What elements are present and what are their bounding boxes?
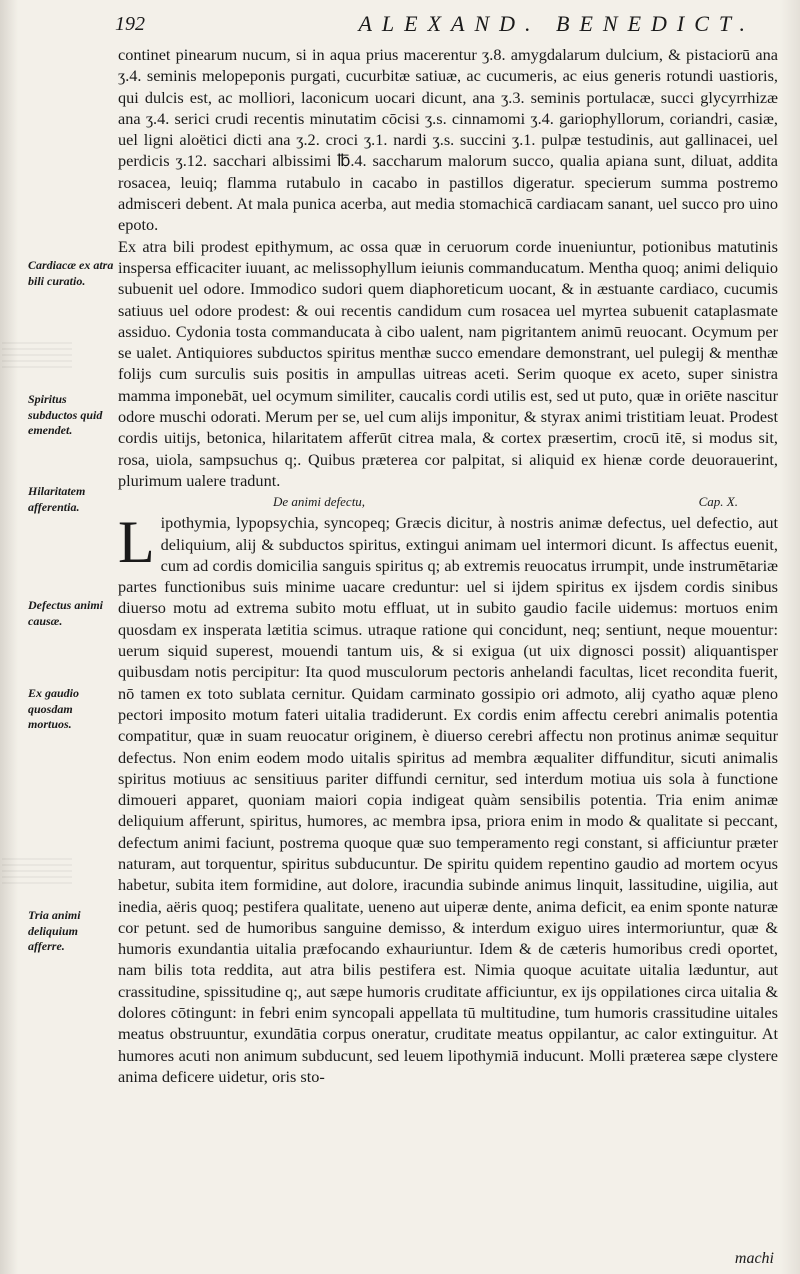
paragraph: Ex atra bili prodest epithymum, ac ossa quæ in ceruorum corde inueniuntur, potionibus matutinis inspersa efficaciter iuuant, ac melissophyllum ieiunis commanducatum. Mentha quoq; animi deliquio subuenit uel odore. Immodico sudori quem diaphoreticum uocant, & in æstuante cardiaco, cucumis satiuus uel odore prodest: & oui recentis candidum cum rosacea uel myrtea subuenit cataplasmate assiduo. Cydonia tosta commanducata à cibo ualent, nam pigritantem animū reuocant. Ocymum per se ualet. Antiquiores subductos spiritus menthæ succo emendare demonstrant, uel pulegij & menthæ folijs cum surculis suis positis in ampullas uitreas aceti. Serim quoque ex aceto, super sinistra mamma imponebāt, uel ocymum similiter, caucalis cordi utilis est, sed ut puto, quæ in oriēte nascitur odore muschi odorati. Merum per se, uel cum alijs imponitur, & styrax animi tristitiam leuat. Prodest cordis uitijs, betonica, hilaritatem afferūt citrea mala, & cortex præsertim, crocū itē, si modus sit, rosa, uiola, sampsuchus q;. Quibus præterea cor palpitat, si aliquid ex hienæ corde deuorauerint, plurimum ualere tradunt. [118, 236, 778, 490]
running-title: ALEXAND. BENEDICT. [358, 11, 755, 36]
margin-note: Tria animi deliquium afferre. [28, 908, 81, 953]
margin-note: Spiritus subductos quid emendet. [28, 392, 103, 437]
margin-note: Ex gaudio quosdam mortuos. [28, 686, 80, 731]
chapter-number: Cap. X. [698, 494, 738, 510]
bleed-through-mark [2, 340, 72, 368]
chapter-heading [118, 491, 778, 512]
bleed-through-mark [2, 856, 72, 884]
paragraph: continet pinearum nucum, si in aqua prius macerentur ʒ.8. amygdalarum dulcium, & pistaciorū ana ʒ.4. seminis melopeponis purgati, cucurbitæ satiuæ, ac cucumeris, ac eius generis rotundi uastioris, qui dulcis est, ac molliori, laconicum uocari dicunt, ana ʒ.3. seminis portulacæ, succi glycyrrhizæ ana ʒ.4. serici crudi recentis minutatim cōcisi ʒ.s. cinnamomi ʒ.4. gariophyllorum, coriandri, casiæ, uel ligni aloëtici dicti ana ʒ.2. croci ʒ.1. nardi ʒ.s. succini ʒ.1. pulpæ testudinis, aut gallinacei, uel perdicis ʒ.12. sacchari albissimi ℔.4. saccharum malorum succo, qualia apiana sunt, diluat, addita rosacea, leuiq; flamma rutabulo in cacabo in pastillos digeratur. specierum summa postremo admisceri debent. At mala punica acerba, aut media stomachicā cardiacam sanant, uel succo pro uino epoto. [118, 45, 778, 235]
page-number: 192 [115, 12, 145, 35]
margin-note: Cardiacæ ex atra bili curatio. [28, 258, 114, 288]
catchword: machi [734, 1250, 774, 1267]
chapter-title: De animi defectu, [273, 494, 366, 510]
chapter-text: ipothymia, lypopsychia, syncopeq; Græcis dicitur, à nostris animæ defectus, uel defectio, aut deliquium, alij & subductos spiritus, extingui animam uel intermori dicunt. Is affectus euenit, cum ad cordis domicilia sanguis spiritus q; ab extremis reuocatus irrumpit, unde instrumētariæ partes functionibus suis minime uacare creduntur: uel si ijdem spiritus ex ijsdem cordis sinibus diuerso motu ad extrema subito motu effluat, ut in subito gaudio facile uidemus: mortuos enim quosdam ex insperata lætitia scimus. utraque ratione qui concidunt, neq; sentiunt, neque mouentur: uerum siquid superest, mouendi tantum uis, & si exigua (ut uix dignosci possit) aliquantisper quibusdam notis percipitur: Ita quod musculorum pectoris anhelandi facultas, licet recondita fuerit, nō tamen ex toto sublata cernitur. Quidam carminato gossipio ori admoto, alij cyatho aquæ pleno pectori imposito motum fateri uitalia tradiderunt. Ex cordis enim affectu cerebri animalis potentia compatitur, quæ in suam reuocatur originem, è diuerso cerebri affectu non protinus animæ sequitur defectus. Non enim eodem modo uitalis spiritus ad membra æqualiter diffunditur, sicuti animalis spiritus motiuus ac sensitiuus pariter diffundi cernitur, sed interdum motiua uis sola à functione dimoueri apparet, quoniam maiori copia indigeat quàm sensibilis potentia. Tria enim animæ deliquium afferunt, spiritus, humores, ac membra ipsa, priora enim in modo & qualitate si peccant, defectum animi faciunt, postrema quoque quæ suo temperamento regi constant, si afficiuntur præter naturam, aut torquentur, spiritus subducuntur. De spiritu quidem repentino gaudio ad mortem ocyus habetur, subita item formidine, aut dolore, iracundia subinde animus linquit, lassitudine, uigilia, aut inedia, aëris quoq; pestifera qualitate, ueneno aut uiperæ dente, anima deficit, ea enim sponte naturæ cor petunt. sed de humoribus sanguine demisso, & interdum exiguo uires intermoriuntur, quæ & humoris exundantia uitalia præfocando exhauriuntur. Idem & de cæteris humoribus credi oportet, nam bilis tota reddita, aut atra bilis pestifera est. Nimia quoque acuitate uitalia læduntur, aut crassitudine, spissitudine q;, aut sæpe humoris cruditate afficiuntur, ex ijs oppilationes circa uitalia & dolores cōtingunt: in febri enim syncopali appellata tū multitudine, tum humoris crassitudine uitales meatus obstruuntur, exundātia corpus oneratur, cruditate meatus oppilantur, ac calor extinguitur. At humores acuti non animum subducunt, sed leuem lipothymiā inducunt. Molli præterea sæpe clystere anima deficere uidetur, oris sto- [118, 513, 778, 1086]
margin-note: Defectus animi causæ. [28, 598, 103, 628]
main-text [118, 44, 778, 1087]
margin-note: Hilaritatem afferentia. [28, 484, 86, 514]
running-head [115, 8, 775, 40]
chapter-paragraph [118, 509, 778, 1087]
drop-cap: L [118, 509, 155, 576]
